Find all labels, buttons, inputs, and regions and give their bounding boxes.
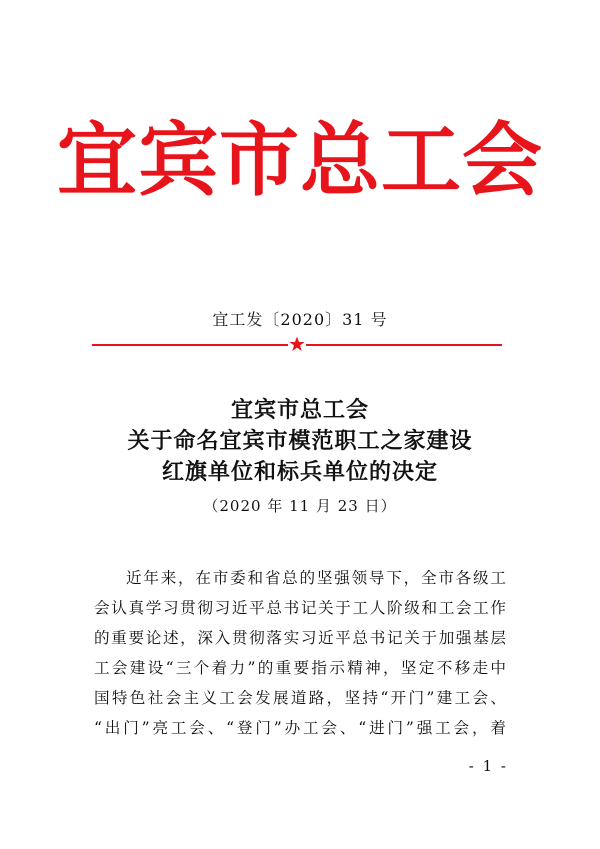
title-line: 红旗单位和标兵单位的决定 <box>161 459 438 485</box>
document-number: 宜工发〔2020〕31 号 <box>212 310 388 329</box>
body-line: 国特色社会主义工会发展道路，坚持“开门”建工会、 <box>94 689 506 707</box>
red-divider <box>92 335 502 355</box>
document-title <box>0 395 600 488</box>
title-line: 宜宾市总工会 <box>230 397 369 423</box>
body-line: 会认真学习贯彻习近平总书记关于工人阶级和工会工作 <box>94 599 506 617</box>
document-date: （2020 年 11 月 23 日） <box>203 497 397 515</box>
body-paragraph <box>94 563 506 743</box>
masthead-title: 宜宾市总工会 <box>57 113 543 207</box>
page-number: - 1 - <box>468 757 508 775</box>
star-icon <box>289 336 305 352</box>
body-line: 的重要论述，深入贯彻落实习近平总书记关于加强基层 <box>94 629 506 647</box>
body-line: “出门”亮工会、“登门”办工会、“进门”强工会，着 <box>94 719 506 737</box>
body-line: 工会建设“三个着力”的重要指示精神，坚定不移走中 <box>94 659 506 677</box>
divider-line-right <box>306 344 502 346</box>
divider-line-left <box>92 344 288 346</box>
body-line: 近年来，在市委和省总的坚强领导下，全市各级工 <box>126 569 506 587</box>
title-line: 关于命名宜宾市模范职工之家建设 <box>127 428 473 454</box>
